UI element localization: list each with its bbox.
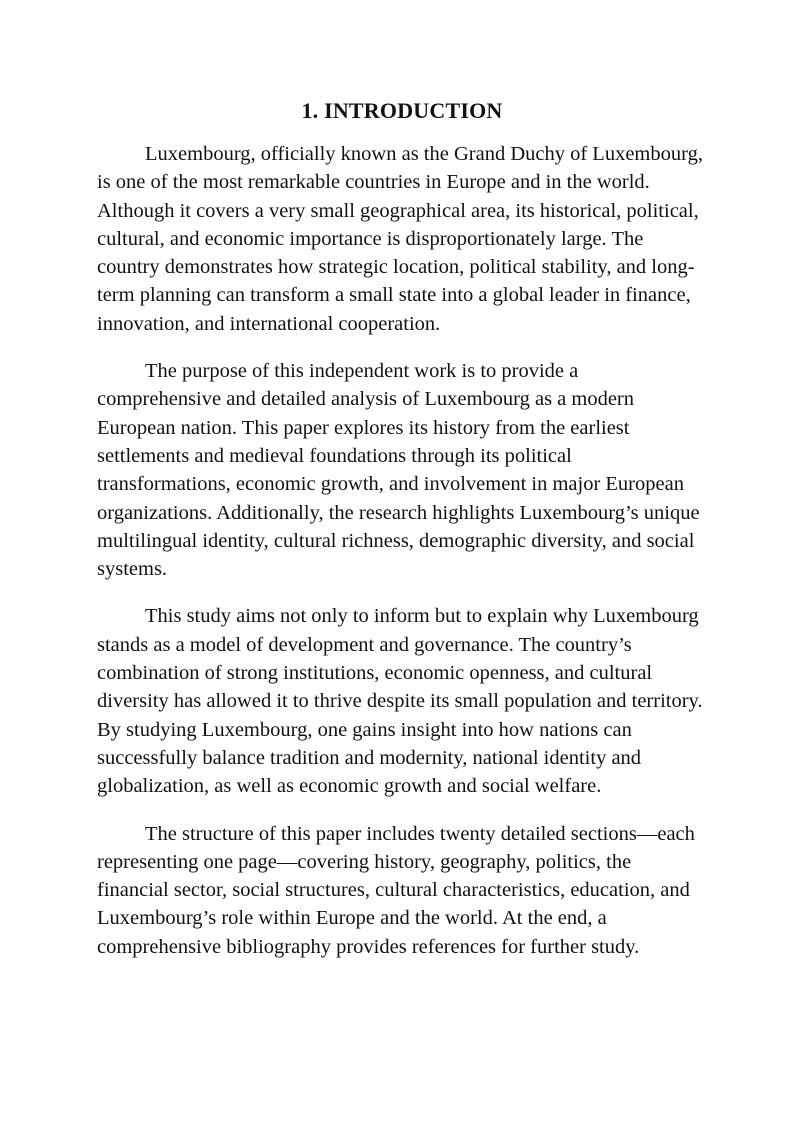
- paragraph-3: This study aims not only to inform but to explain why Luxembourg stands as a model of development and governance. The country’s combination of strong institutions, economic openness, and cultural diversity has allowed it to thrive despite its small population and territory. By studying Luxembourg, one gains insight into how nations can successfully balance tradition and modernity, national identity and globalization, as well as economic growth and social welfare.: [97, 605, 703, 798]
- paragraph-4: The structure of this paper includes twenty detailed sections—each representing one page—covering history, geography, politics, the financial sector, social structures, cultural characteristics, education, and Luxembourg’s role within Europe and the world. At the end, a comprehensive bibliography provides references for further study.: [97, 822, 695, 958]
- paragraph-2: The purpose of this independent work is to provide a comprehensive and detailed analysis of Luxembourg as a modern European nation. This paper explores its history from the earliest settlements and medieval foundations through its political transformations, economic growth, and involvement in major European organizations. Additionally, the research highlights Luxembourg’s unique multilingual identity, cultural richness, demographic diversity, and social systems.: [97, 360, 700, 581]
- paragraph-1: Luxembourg, officially known as the Grand Duchy of Luxembourg, is one of the most remarkable countries in Europe and in the world. Although it covers a very small geographical area, its historical, political, cultural, and economic importance is disproportionately large. The country demonstrates how strategic location, political stability, and long-term planning can transform a small state into a global leader in finance, innovation, and international cooperation.: [97, 143, 703, 335]
- document-page: [97, 96, 707, 980]
- section-heading: 1. INTRODUCTION: [301, 98, 503, 123]
